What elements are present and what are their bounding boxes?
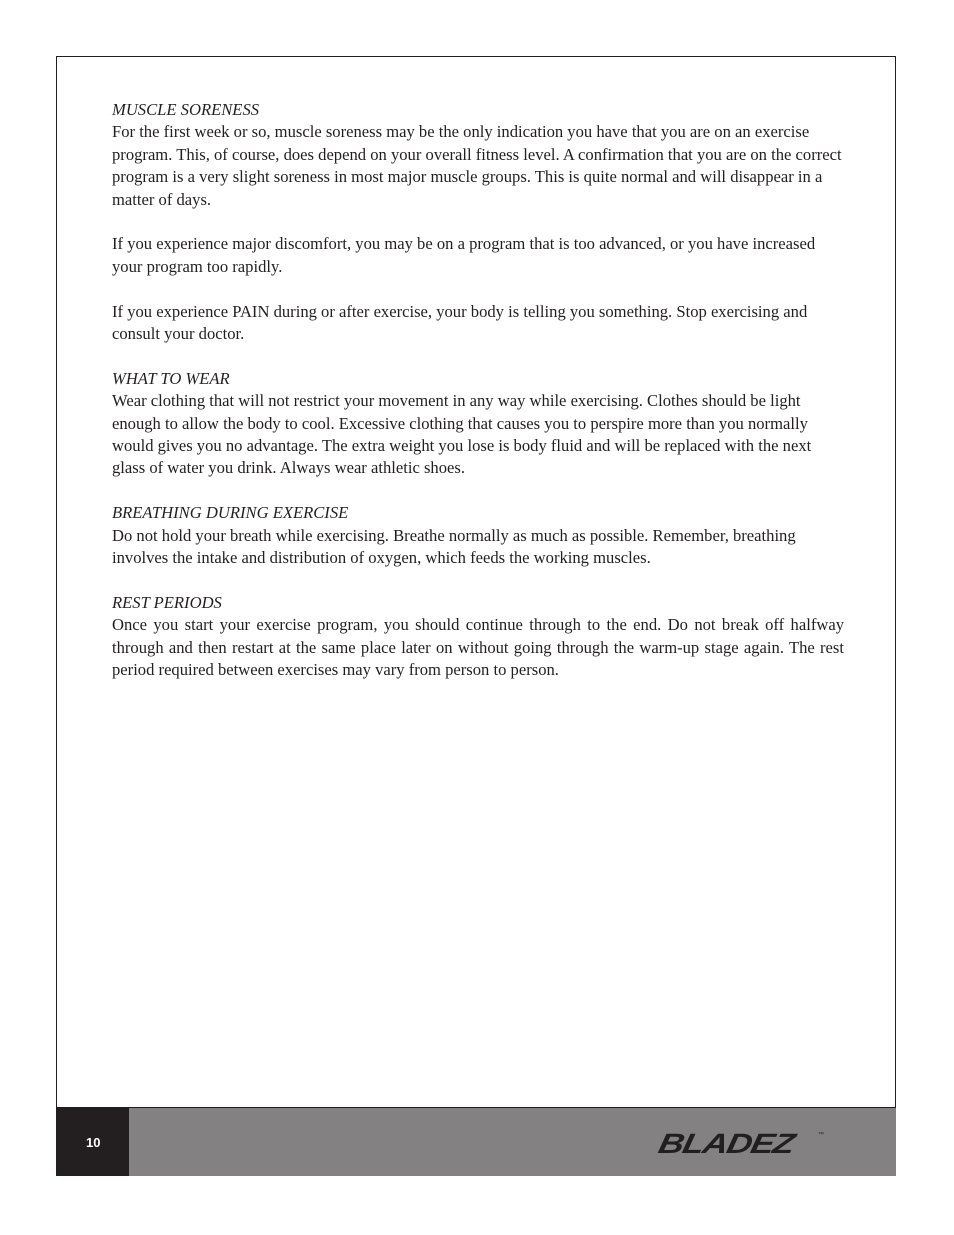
section-heading: REST PERIODS [112, 592, 222, 612]
page-number: 10 [86, 1135, 101, 1150]
paragraph: Once you start your exercise program, you should continue through to the end. Do not break off halfway through and then restart at the same place later on without going through the warm-up stage again. The rest period required between exercises may vary from person to person. [112, 615, 844, 680]
section-heading: BREATHING DURING EXERCISE [112, 503, 349, 523]
section-breathing [112, 502, 844, 569]
section-heading: MUSCLE SORENESS [112, 100, 260, 119]
section-rest-periods [112, 592, 844, 682]
paragraph: If you experience PAIN during or after exercise, your body is telling you something. Stop exercising and consult your doctor. [112, 301, 808, 344]
paragraph: Wear clothing that will not restrict your movement in any way while exercising. Clothes should be light enough to allow the body to cool. Excessive clothing that causes you to perspire more than you normally would gives you no advantage. The extra weight you lose is body fluid and will be replaced with the next glass of water you drink. Always wear athletic shoes. [112, 391, 812, 478]
paragraph: For the first week or so, muscle soreness may be the only indication you have that you are on an exercise program. This, of course, does depend on your overall fitness level. A confirmation that you are on the correct program is a very slight soreness in most major muscle groups. This is quite normal and will disappear in a matter of days. [112, 122, 842, 209]
paragraph: If you experience major discomfort, you may be on a program that is too advanced, or you have increased your program too rapidly. [112, 234, 816, 276]
document-body [112, 99, 844, 704]
paragraph: Do not hold your breath while exercising. Breathe normally as much as possible. Remember, breathing involves the intake and distribution of oxygen, which feeds the working muscles. [112, 525, 796, 568]
section-what-to-wear [112, 368, 844, 480]
section-heading: WHAT TO WEAR [112, 368, 230, 388]
page-number-box [56, 1108, 129, 1176]
section-muscle-soreness [112, 99, 844, 345]
bladez-logo: BLADEZ [655, 1128, 797, 1159]
trademark-symbol: ™ [818, 1132, 824, 1138]
footer-bar [56, 1107, 896, 1176]
